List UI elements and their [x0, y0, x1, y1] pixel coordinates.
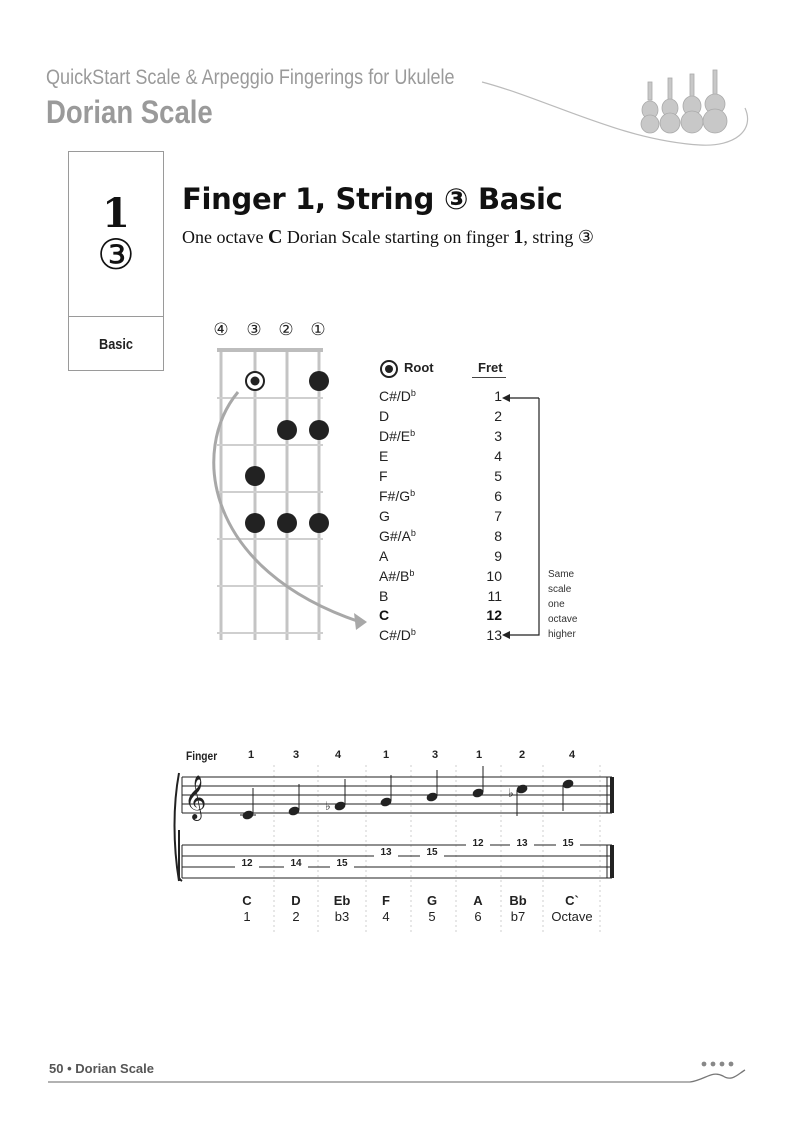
fret-number: 13 [486, 627, 502, 643]
note-name: E [379, 448, 389, 464]
finger-row-label: Finger [186, 749, 218, 763]
note-name-root: C [379, 607, 390, 623]
scale-note: A [473, 893, 483, 908]
scale-note: Bb [509, 893, 527, 908]
page-title: Finger 1, String ③ Basic [182, 182, 563, 216]
octave-note: Same scale one octave higher [548, 569, 578, 640]
page-footer: 50 • Dorian Scale [49, 1061, 154, 1076]
svg-text:♭: ♭ [508, 786, 514, 800]
finger-dot [245, 513, 265, 533]
string-label-2: ② [278, 320, 294, 339]
fret-number: 8 [494, 528, 502, 544]
note-name: A [379, 548, 389, 564]
page-subtitle: One octave C Dorian Scale starting on finger 1, string ③ [182, 226, 594, 248]
scale-note: C` [565, 893, 579, 908]
scale-degree: 5 [428, 909, 436, 924]
root-legend-icon [378, 358, 400, 380]
svg-text:♭: ♭ [325, 799, 331, 813]
finger-dot [309, 371, 329, 391]
footer-rule [40, 1058, 760, 1088]
fret-number: 3 [494, 428, 502, 444]
note-name: $C\#/D^b$ [379, 388, 416, 404]
tab-fret: 15 [420, 847, 444, 858]
tab-fret: 15 [330, 858, 354, 869]
finger-number: 2 [518, 749, 526, 761]
scale-degree: 4 [382, 909, 390, 924]
string-label-4: ④ [213, 320, 229, 339]
octave-bracket [500, 390, 545, 640]
finger-dot [309, 513, 329, 533]
fret-number: 1 [494, 388, 502, 404]
scale-note: C [242, 893, 252, 908]
header-subtitle: QuickStart Scale & Arpeggio Fingerings for Ukulele [46, 66, 455, 89]
scale-note: Eb [333, 893, 351, 908]
tab-fret: 12 [235, 858, 259, 869]
scale-degree: Octave [551, 909, 593, 924]
fret-number-root: 12 [486, 607, 502, 623]
position-string: ③ [97, 230, 135, 279]
note-name: D [379, 408, 390, 424]
scale-degree: 1 [243, 909, 251, 924]
scale-note: G [426, 893, 438, 908]
finger-number: 1 [247, 749, 255, 761]
header-title: Dorian Scale [46, 94, 213, 130]
fret-underline [472, 377, 506, 378]
scale-degree: 6 [474, 909, 482, 924]
tab-fret: 13 [374, 847, 398, 858]
finger-number: 4 [334, 749, 342, 761]
tab-fret: 13 [510, 838, 534, 849]
scale-note: D [291, 893, 301, 908]
string-label-1: ① [310, 320, 326, 339]
finger-dot [277, 513, 297, 533]
root-label: Root [404, 360, 434, 375]
tab-fret: 15 [556, 838, 580, 849]
fret-label: Fret [478, 360, 503, 375]
position-finger: 1 [102, 190, 130, 237]
finger-number: 4 [568, 749, 576, 761]
note-name: $A\#/B^b$ [379, 568, 415, 584]
scale-degree: b3 [334, 909, 350, 924]
finger-number: 3 [292, 749, 300, 761]
scale-degree: 2 [292, 909, 300, 924]
note-name: F [379, 468, 388, 484]
finger-dot [245, 466, 265, 486]
scale-note: F [382, 893, 390, 908]
note-name: $G\#/A^b$ [379, 528, 416, 544]
note-name: G [379, 508, 390, 524]
position-box [68, 151, 164, 371]
fret-number: 2 [494, 408, 502, 424]
tab-fret: 12 [466, 838, 490, 849]
finger-dot [277, 420, 297, 440]
finger-number: 1 [475, 749, 483, 761]
tab-fret: 14 [284, 858, 308, 869]
fret-number: 5 [494, 468, 502, 484]
scale-degree: b7 [510, 909, 526, 924]
fret-number: 7 [494, 508, 502, 524]
finger-dot [309, 420, 329, 440]
fret-number: 9 [494, 548, 502, 564]
fretboard-diagram [200, 340, 380, 645]
note-name: $F\#/G^b$ [379, 488, 416, 504]
finger-number: 1 [382, 749, 390, 761]
note-name: B [379, 588, 389, 604]
position-label: Basic [98, 336, 134, 353]
note-name: $C\#/D^b$ [379, 627, 416, 643]
fret-number: 4 [494, 448, 502, 464]
note-name: $D\#/E^b$ [379, 428, 416, 444]
fret-number: 10 [486, 568, 502, 584]
position-divider [69, 316, 163, 317]
finger-number: 3 [431, 749, 439, 761]
treble-clef-icon: 𝄞 [184, 775, 207, 819]
string-label-3: ③ [246, 320, 262, 339]
ukulele-icon [636, 68, 756, 138]
fret-number: 11 [487, 588, 502, 604]
fret-number: 6 [494, 488, 502, 504]
